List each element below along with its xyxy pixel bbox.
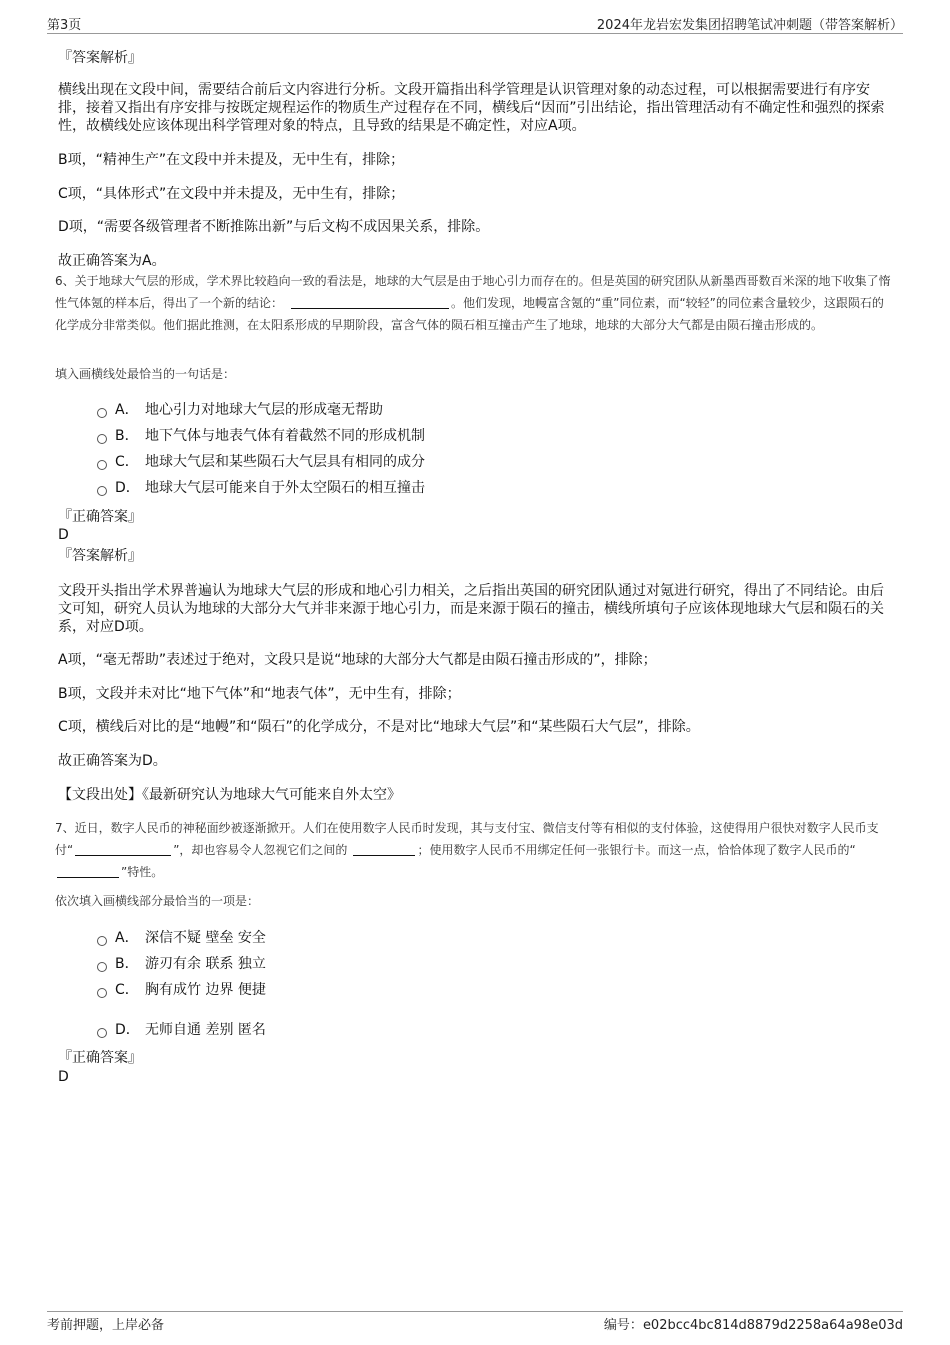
option-label: B． (115, 428, 139, 444)
q7-stem (55, 817, 895, 883)
q7-stem-part3: ；使用数字人民币不用绑定任何一张银行卡。而这一点，恰恰体现了数字人民币的“ (417, 843, 856, 857)
page-header (47, 14, 903, 34)
q7-prompt: 依次填入画横线部分最恰当的一项是： (55, 894, 260, 908)
q6-analysis-p3: B项，文段并未对比“地下气体”和“地表气体”，无中生有，排除； (58, 686, 461, 702)
option-text: 游刃有余 联系 独立 (145, 956, 266, 972)
footer-code-label: 编号： (603, 1318, 643, 1333)
q6-option-b[interactable] (97, 427, 425, 445)
option-label: C． (115, 454, 139, 470)
option-label: D． (115, 1022, 140, 1038)
q7-option-a[interactable] (97, 929, 266, 947)
q6-analysis-label: 『答案解析』 (58, 548, 142, 564)
option-label: C． (115, 982, 139, 998)
q6-stem-part2: 。他们发现，地幔富含氪的“重”同位素，而“较轻”的同位素含量较少，这跟陨石的化学成分非常类似。他们据此推测，在太阳系形成的早期阶段，富含气体的陨石相互撞击产生了地球，地球的大部分大气都是由陨石撞击形成的。 (55, 296, 884, 332)
radio-icon[interactable] (97, 1028, 107, 1038)
option-text: 无师自通 差别 匿名 (145, 1022, 266, 1038)
radio-icon[interactable] (97, 962, 107, 972)
q5-answer-conclusion: 故正确答案为A。 (58, 253, 166, 269)
q5-analysis-p3: C项，“具体形式”在文段中并未提及，无中生有，排除； (58, 186, 405, 202)
q6-answer: D (58, 527, 69, 543)
q7-stem-part4: ”特性。 (121, 865, 164, 879)
q7-stem-part1: 7、近日，数字人民币的神秘面纱被逐渐掀开。人们在使用数字人民币时发现，其与支付宝、微信支付等有相似的支付体验，这使得用户很快对数字人民币支付“ (55, 821, 879, 857)
option-text: 地心引力对地球大气层的形成毫无帮助 (145, 402, 383, 418)
radio-icon[interactable] (97, 408, 107, 418)
footer-code (604, 1314, 903, 1333)
radio-icon[interactable] (97, 460, 107, 470)
q6-stem (55, 270, 895, 336)
option-text: 地球大气层可能来自于外太空陨石的相互撞击 (145, 480, 425, 496)
q7-blank-1 (75, 842, 171, 856)
option-label: D． (115, 480, 140, 496)
footer-divider (47, 1311, 903, 1312)
page-number: 第3页 (47, 18, 82, 33)
q6-analysis-p2: A项，“毫无帮助”表述过于绝对，文段只是说“地球的大部分大气都是由陨石撞击形成的”，排除； (58, 652, 657, 668)
header-divider (47, 33, 903, 34)
option-label: B． (115, 956, 139, 972)
q6-option-d[interactable] (97, 479, 425, 497)
option-label: A． (115, 930, 139, 946)
q6-prompt: 填入画横线处最恰当的一句话是： (55, 367, 236, 381)
option-text: 胸有成竹 边界 便捷 (145, 982, 266, 998)
q6-blank (291, 295, 449, 309)
page-footer (47, 1314, 903, 1334)
option-text: 地下气体与地表气体有着截然不同的形成机制 (145, 428, 425, 444)
q7-blank-3 (57, 864, 119, 878)
radio-icon[interactable] (97, 486, 107, 496)
q7-answer: D (58, 1069, 69, 1085)
radio-icon[interactable] (97, 434, 107, 444)
radio-icon[interactable] (97, 988, 107, 998)
document-title: 2024年龙岩宏发集团招聘笔试冲刺题（带答案解析） (596, 18, 903, 33)
q6-answer-label: 『正确答案』 (58, 509, 142, 525)
q6-option-a[interactable] (97, 401, 383, 419)
radio-icon[interactable] (97, 936, 107, 946)
option-text: 地球大气层和某些陨石大气层具有相同的成分 (145, 454, 425, 470)
q5-analysis-label: 『答案解析』 (58, 50, 142, 66)
q7-stem-part2: ”，却也容易令人忽视它们之间的 (173, 843, 348, 857)
footer-slogan: 考前押题，上岸必备 (47, 1318, 165, 1333)
option-text: 深信不疑 壁垒 安全 (145, 930, 266, 946)
q6-stem-part1: 6、关于地球大气层的形成，学术界比较趋向一致的看法是，地球的大气层是由于地心引力而存在的。但是英国的研究团队从新墨西哥数百米深的地下收集了惰性气体氪的样本后，得出了一个新的结论： (55, 274, 891, 310)
q7-blank-2 (353, 842, 415, 856)
q6-source: 【文段出处】《最新研究认为地球大气可能来自外太空》 (58, 787, 401, 803)
footer-code-value: e02bcc4bc814d8879d2258a64a98e03d (642, 1318, 903, 1333)
q5-analysis-p2: B项，“精神生产”在文段中并未提及，无中生有，排除； (58, 152, 405, 168)
q6-answer-conclusion: 故正确答案为D。 (58, 753, 167, 769)
q7-option-d[interactable] (97, 1021, 266, 1039)
q5-analysis-p4: D项，“需要各级管理者不断推陈出新”与后文构不成因果关系，排除。 (58, 219, 490, 235)
q6-analysis-p1: 文段开头指出学术界普遍认为地球大气层的形成和地心引力相关，之后指出英国的研究团队通过对氪进行研究，得出了不同结论。由后文可知，研究人员认为地球的大部分大气并非来源于地心引力，而是来源于陨石的撞击，横线所填句子应该体现地球大气层和陨石的关系，对应D项。 (58, 583, 884, 635)
q7-option-b[interactable] (97, 955, 266, 973)
q7-option-c[interactable] (97, 981, 266, 999)
q7-answer-label: 『正确答案』 (58, 1050, 142, 1066)
option-label: A． (115, 402, 139, 418)
q6-analysis-p4: C项，横线后对比的是“地幔”和“陨石”的化学成分，不是对比“地球大气层”和“某些陨石大气层”，排除。 (58, 719, 700, 735)
q5-analysis-p1: 横线出现在文段中间，需要结合前后文内容进行分析。文段开篇指出科学管理是认识管理对象的动态过程，可以根据需要进行有序安排，接着又指出有序安排与按既定规程运作的物质生产过程存在不同，横线后“因而”引出结论，指出管理活动有不确定性和强烈的探索性，故横线处应该体现出科学管理对象的特点，且导致的结果是不确定性，对应A项。 (58, 82, 885, 134)
q6-option-c[interactable] (97, 453, 425, 471)
